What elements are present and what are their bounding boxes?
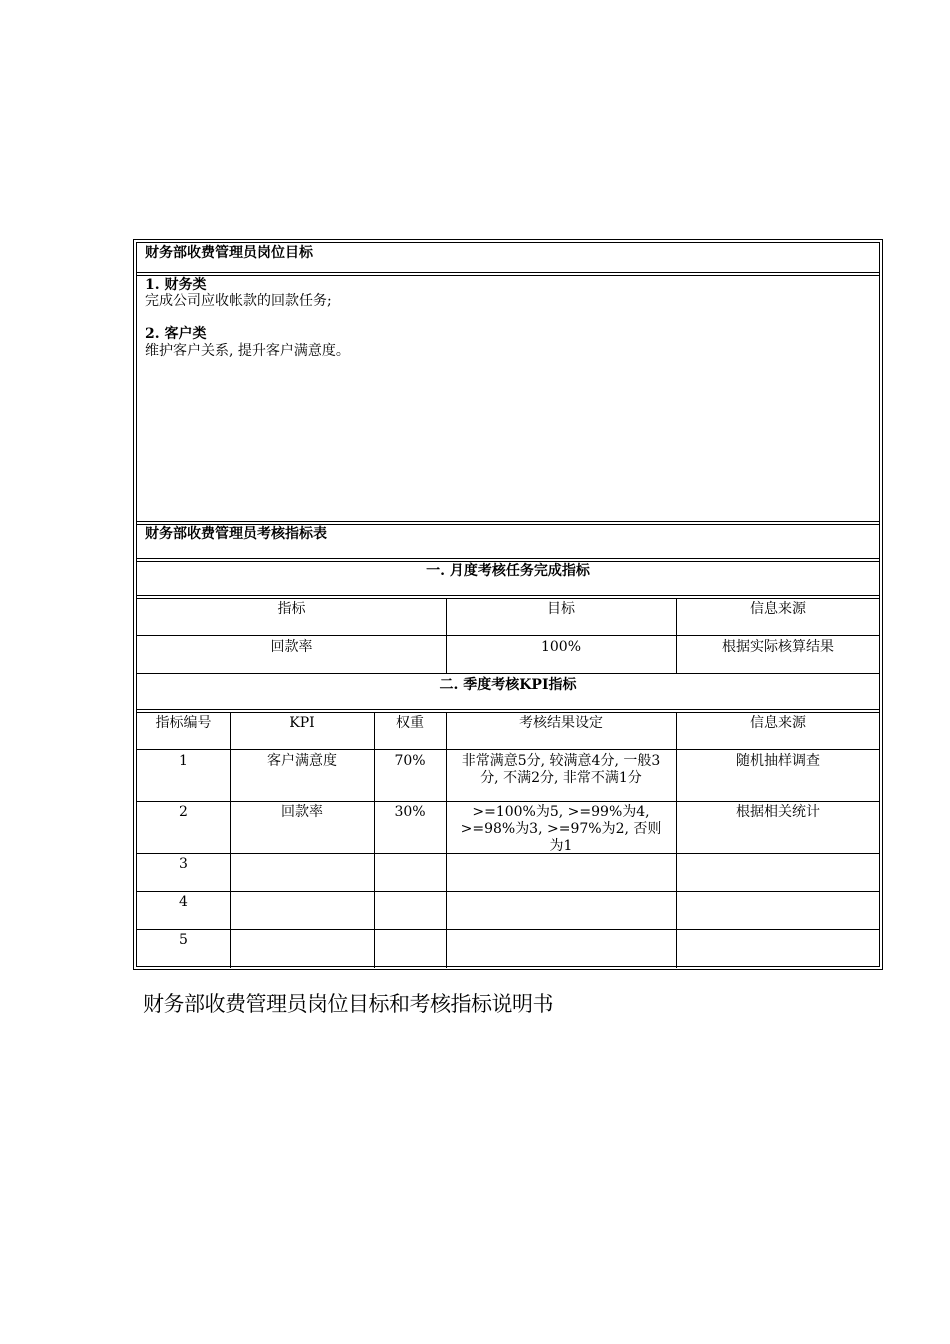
column-divider [446, 598, 447, 673]
divider [137, 272, 879, 276]
section-title-goals: 财务部收费管理员岗位目标 [145, 245, 313, 261]
monthly-header-indicator: 指标 [277, 601, 306, 617]
kpi-header-weight: 权重 [396, 715, 424, 731]
column-divider [676, 598, 677, 673]
column-divider [446, 712, 447, 968]
kpi-document-table [133, 239, 883, 970]
kpi-header-source: 信息来源 [750, 715, 806, 731]
divider [137, 801, 879, 802]
column-divider [374, 712, 375, 968]
divider [137, 635, 879, 636]
monthly-cell-target: 100% [540, 639, 582, 655]
monthly-cell-source: 根据实际核算结果 [722, 639, 834, 655]
divider [137, 595, 879, 599]
goal-heading-finance: 1. 财务类 [145, 277, 207, 293]
kpi-cell-weight: 30% [394, 804, 426, 820]
monthly-header-source: 信息来源 [750, 601, 806, 617]
column-divider [676, 712, 677, 968]
monthly-cell-indicator: 回款率 [270, 639, 313, 655]
goal-heading-customer: 2. 客户类 [145, 326, 207, 342]
kpi-cell-number: 4 [179, 894, 188, 910]
divider [137, 558, 879, 562]
kpi-cell-number: 2 [179, 804, 188, 820]
kpi-cell-criteria: >=100%为5, >=99%为4, >=98%为3, >=97%为2, 否则为1 [460, 804, 662, 854]
divider [137, 709, 879, 713]
divider [137, 749, 879, 750]
kpi-cell-name: 客户满意度 [267, 753, 337, 769]
kpi-cell-criteria: 非常满意5分, 较满意4分, 一般3分, 不满2分, 非常不满1分 [461, 753, 661, 786]
kpi-cell-name: 回款率 [281, 804, 323, 820]
divider [137, 929, 879, 930]
divider [137, 521, 879, 525]
divider [137, 673, 879, 674]
kpi-cell-source: 根据相关统计 [736, 804, 820, 820]
quarterly-section-title: 二. 季度考核KPI指标 [439, 677, 577, 693]
kpi-cell-weight: 70% [394, 753, 426, 769]
monthly-section-title: 一. 月度考核任务完成指标 [426, 563, 590, 579]
section-title-kpi-table: 财务部收费管理员考核指标表 [145, 526, 327, 542]
goal-text-finance: 完成公司应收帐款的回款任务; [145, 293, 332, 309]
table-inner-border [136, 242, 880, 967]
monthly-header-target: 目标 [547, 601, 575, 617]
divider [137, 853, 879, 854]
kpi-header-kpi: KPI [289, 715, 315, 731]
kpi-header-criteria: 考核结果设定 [519, 715, 603, 731]
document-title: 财务部收费管理员岗位目标和考核指标说明书 [143, 992, 553, 1016]
kpi-cell-number: 3 [179, 856, 188, 872]
divider [137, 891, 879, 892]
goal-text-customer: 维护客户关系, 提升客户满意度。 [145, 343, 350, 359]
column-divider [230, 712, 231, 968]
kpi-cell-source: 随机抽样调查 [736, 753, 820, 769]
kpi-cell-number: 5 [179, 932, 188, 948]
kpi-header-number: 指标编号 [155, 715, 212, 731]
kpi-cell-number: 1 [179, 753, 188, 769]
